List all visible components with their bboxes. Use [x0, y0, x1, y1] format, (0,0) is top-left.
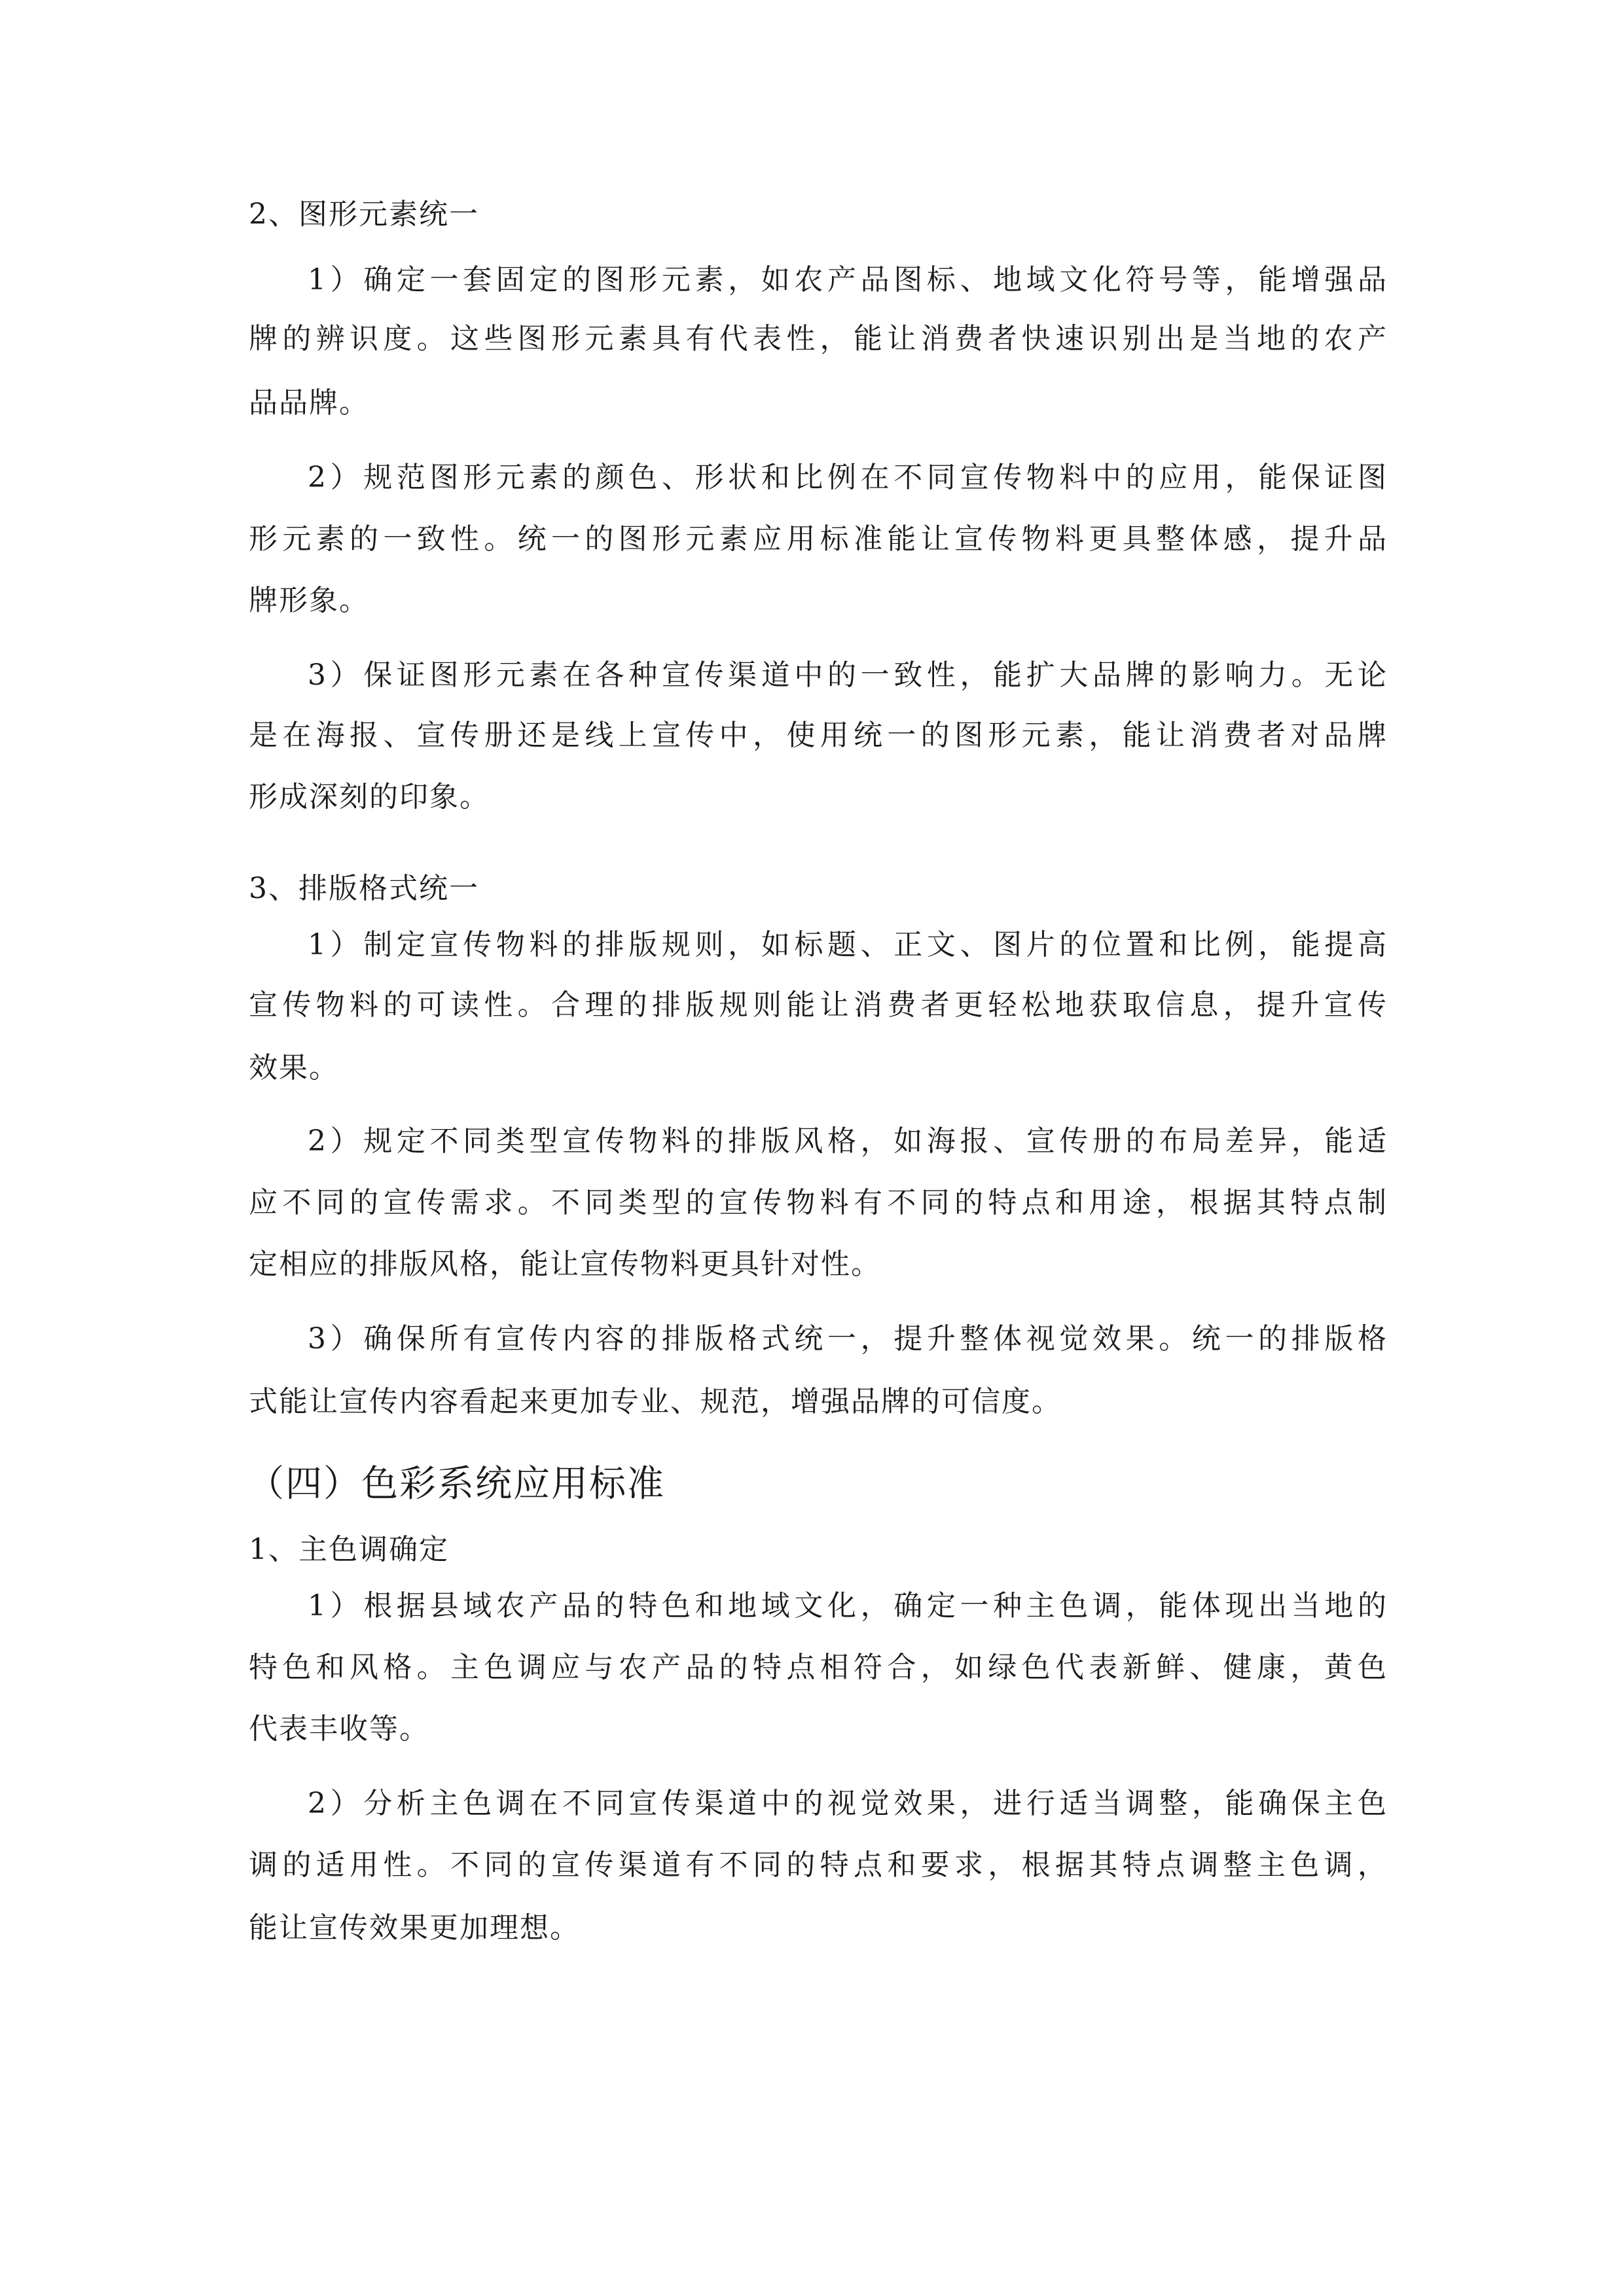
part-4-p1-line3: 代表丰收等。: [249, 1712, 429, 1746]
section-3-p3-line1: 3）确保所有宣传内容的排版格式统一，提升整体视觉效果。统一的排版格: [308, 1322, 1388, 1355]
section-2-p3-line3: 形成深刻的印象。: [249, 780, 490, 814]
section-2-p2-line1: 2）规范图形元素的颜色、形状和比例在不同宣传物料中的应用，能保证图: [308, 461, 1388, 494]
part-4-p2-line1: 2）分析主色调在不同宣传渠道中的视觉效果，进行适当调整，能确保主色: [308, 1787, 1388, 1820]
section-2-p3-line1: 3）保证图形元素在各种宣传渠道中的一致性，能扩大品牌的影响力。无论: [308, 658, 1388, 692]
section-3-p2-line2: 应不同的宣传需求。不同类型的宣传物料有不同的特点和用途，根据其特点制: [249, 1186, 1388, 1219]
section-2-p2-line2: 形元素的一致性。统一的图形元素应用标准能让宣传物料更具整体感，提升品: [249, 522, 1388, 556]
section-3-p1-line3: 效果。: [249, 1051, 339, 1085]
part-4-p1-line1: 1）根据县域农产品的特色和地域文化，确定一种主色调，能体现出当地的: [308, 1589, 1388, 1623]
part-4-heading: （四）色彩系统应用标准: [247, 1463, 665, 1505]
part-4-sub1-title: 1、主色调确定: [249, 1533, 449, 1566]
section-3-p3-line2: 式能让宣传内容看起来更加专业、规范，增强品牌的可信度。: [249, 1385, 1062, 1418]
section-2-p1-line2: 牌的辨识度。这些图形元素具有代表性，能让消费者快速识别出是当地的农产: [249, 322, 1388, 355]
part-4-p1-line2: 特色和风格。主色调应与农产品的特点相符合，如绿色代表新鲜、健康，黄色: [249, 1651, 1388, 1684]
section-3-p2-line3: 定相应的排版风格，能让宣传物料更具针对性。: [249, 1247, 881, 1281]
section-2-title: 2、图形元素统一: [249, 198, 479, 231]
section-2-p1-line3: 品品牌。: [249, 386, 369, 420]
section-2-p3-line2: 是在海报、宣传册还是线上宣传中，使用统一的图形元素，能让消费者对品牌: [249, 719, 1388, 752]
section-3-p1-line2: 宣传物料的可读性。合理的排版规则能让消费者更轻松地获取信息，提升宣传: [249, 988, 1388, 1022]
section-2-p2-line3: 牌形象。: [249, 584, 369, 617]
section-3-title: 3、排版格式统一: [249, 872, 479, 905]
section-2-p1-line1: 1）确定一套固定的图形元素，如农产品图标、地域文化符号等，能增强品: [308, 263, 1388, 296]
part-4-p2-line2: 调的适用性。不同的宣传渠道有不同的特点和要求，根据其特点调整主色调，: [249, 1848, 1388, 1882]
section-3-p2-line1: 2）规定不同类型宣传物料的排版风格，如海报、宣传册的布局差异，能适: [308, 1124, 1388, 1158]
section-3-p1-line1: 1）制定宣传物料的排版规则，如标题、正文、图片的位置和比例，能提高: [308, 928, 1388, 961]
part-4-p2-line3: 能让宣传效果更加理想。: [249, 1911, 580, 1945]
